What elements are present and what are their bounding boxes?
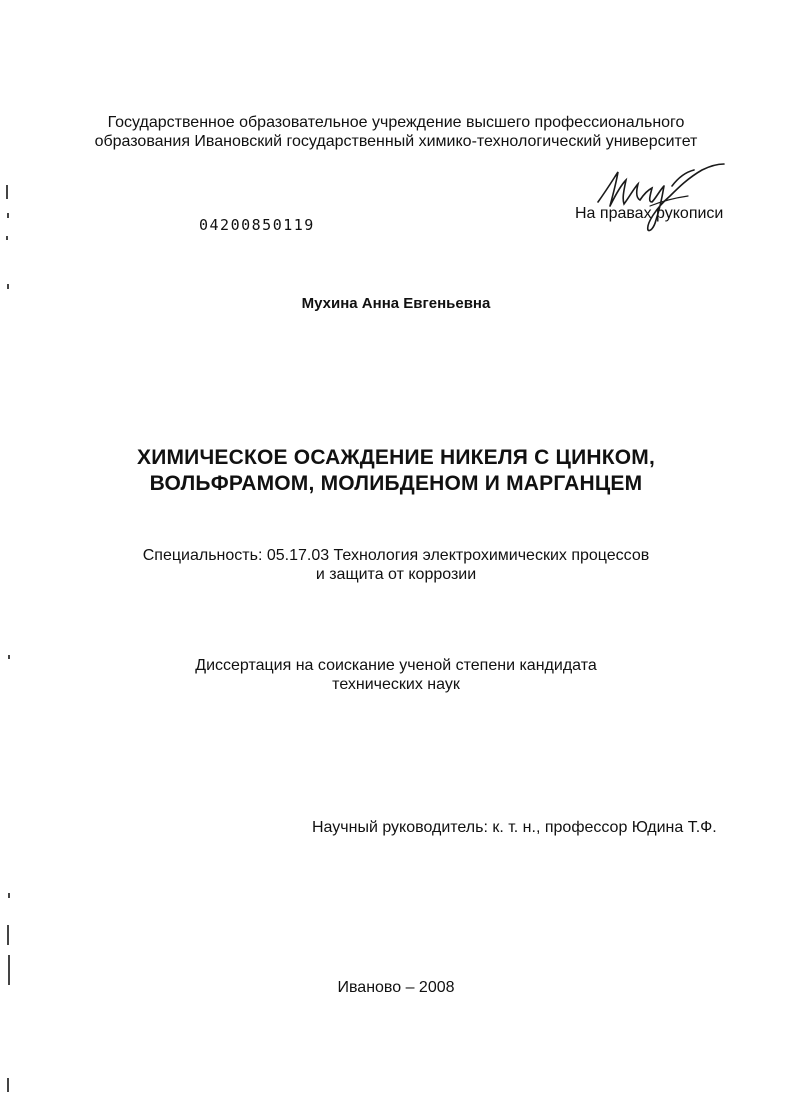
- scan-mark: [6, 236, 8, 240]
- scan-mark: [6, 185, 8, 199]
- thesis-title-line-1: ХИМИЧЕСКОЕ ОСАЖДЕНИЕ НИКЕЛЯ С ЦИНКОМ,: [136, 446, 656, 469]
- scientific-supervisor: Научный руководитель: к. т. н., профессор Юдина Т.Ф.: [312, 819, 717, 836]
- specialty-line-2: и защита от коррозии: [315, 566, 477, 583]
- catalog-number: 04200850119: [199, 216, 315, 234]
- author-name: Мухина Анна Евгеньевна: [301, 295, 491, 312]
- dissertation-line-1: Диссертация на соискание ученой степени кандидата: [195, 657, 597, 674]
- handwritten-signature-icon: [590, 158, 730, 248]
- thesis-title-line-2: ВОЛЬФРАМОМ, МОЛИБДЕНОМ И МАРГАНЦЕМ: [149, 472, 643, 495]
- institution-line-1: Государственное образовательное учреждение высшего профессионального: [107, 114, 685, 131]
- scan-mark: [7, 284, 9, 289]
- dissertation-line-2: технических наук: [332, 676, 460, 693]
- scan-mark: [7, 925, 9, 945]
- place-and-year: Иваново – 2008: [337, 979, 455, 996]
- manuscript-rights: На правах рукописи: [575, 205, 724, 222]
- specialty-line-1: Специальность: 05.17.03 Технология электрохимических процессов: [142, 547, 650, 564]
- scan-mark: [8, 893, 10, 898]
- scan-mark: [7, 213, 9, 218]
- scan-mark: [7, 1078, 9, 1092]
- institution-line-2: образования Ивановский государственный химико-технологический университет: [94, 133, 698, 150]
